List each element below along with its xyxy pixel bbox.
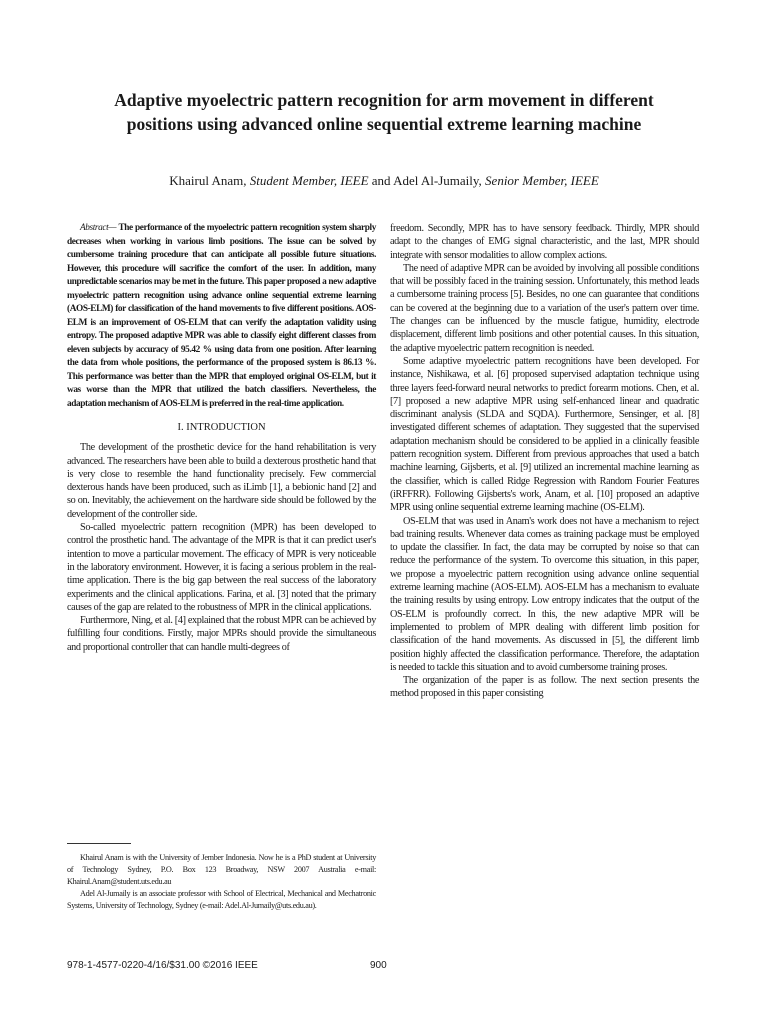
abstract-text: The performance of the myoelectric pattern recognition system sharply decreases when working in various limb positions. The issue can be solved by cumbersome training procedure that can anticipate all possible future situations. However, this procedure will sacrifice the comfort of the user. In addition, many unpredictable scenarios may be met in the future. This paper proposed a new adaptive myoelectric pattern recognition using advance online sequential extreme learning (AOS-ELM) for classification of the hand movements to five different positions. AOS-ELM is an improvement of OS-ELM that can verify the adaptation validity using entropy. The proposed adaptive MPR was able to classify eight different classes from eleven subjects by accuracy of 95.42 % using data from one position. After learning the data from whole positions, the performance of the proposed system is 86.13 %. This performance was better than the MPR that employed original OS-ELM, but it was worse than the MPR that utilized the batch classifiers. Nevertheless, the adaptation mechanism of AOS-ELM is preferred in the real-time application. — [67, 223, 376, 409]
left-column — [67, 222, 376, 654]
author-1-role: Student Member, IEEE — [249, 173, 369, 188]
body-paragraph: The development of the prosthetic device for the hand rehabilitation is very advanced. The researchers have been able to build a dexterous prosthetic hand that is very close to resemble the hand functionality precisely. Few commercial dexterous hands have been produced, such as iLimb [1], a bebionic hand [2] and so on. Inevitably, the achievement on the hardware side should be followed by the development of the controller side. — [67, 442, 376, 520]
body-paragraph: So-called myoelectric pattern recognition (MPR) has been developed to control the prosthetic hand. The advantage of the MPR is that it can predict user's intention to move a particular movement. The efficacy of MPR is very noticeable in the laboratory environment. However, it is facing a serious problem in the real-time application. There is the big gap between the real success of the laboratory experiments and the clinical applications. Farina, et al. [3] noted that the primary causes of the gap are related to the robustness of MPR in the clinical applications. — [67, 522, 376, 613]
body-paragraph: Some adaptive myoelectric pattern recognitions have been developed. For instance, Nishikawa, et al. [6] proposed supervised adaptation technique using three layers feed-forward neural networks to predict forearm motions. Chen, et al. [7] proposed a new adaptive MPR using self-enhanced linear and quadratic discriminant analysis (SLDA and SQDA). Furthermore, Sensinger, et al. [8] investigated different schemes of adaptation. They suggested that the supervised adaptation mechanism should be considered to be applied in a clinically feasible pattern recognition system. Different from previous approaches that used a batch machine learning, Gijsberts, et al. [9] utilized an incremental machine learning as the classifier, which is called Ridge Regression with Random Fourier Features (iRFFRR). Following Gijsberts's work, Anam, et al. [10] proposed an adaptive MPR using online sequential extreme learning machine (OS-ELM). — [390, 355, 699, 514]
footnote: Adel Al-Jumaily is an associate professor with School of Electrical, Mechanical and Mechatronic Systems, University of Technology, Sydney (e-mail: Adel.Al-Jumaily@uts.edu.au). — [67, 889, 376, 910]
copyright-footer: 978-1-4577-0220-4/16/$31.00 ©2016 IEEE — [67, 960, 258, 971]
abstract — [67, 222, 376, 411]
body-paragraph: freedom. Secondly, MPR has to have sensory feedback. Thirdly, MPR should adapt to the changes of EMG signal characteristic, and the last, MPR should integrate with sensor modalities to allow complex actions. — [390, 223, 699, 261]
author-2-name: and Adel Al-Jumaily, — [368, 173, 486, 188]
page-number: 900 — [370, 960, 387, 971]
body-paragraph: OS-ELM that was used in Anam's work does not have a mechanism to reject bad training results. Whenever data comes as training package must be employed to update the classifier. In fact, the data may be corrupted by noise so that can reduce the performance of the system. To overcome this situation, in this paper, we propose a myoelectric pattern recognition using advance online sequential extreme learning machine (AOS-ELM). AOS-ELM has a mechanism to evaluate the training results by using entropy. Low entropy indicates that the output of the OS-ELM is profoundly correct. In this, the new adaptive MPR will be implemented to problem of MPR dealing with different limb position for classification of the hand movements. As discussed in [5], the different limb position highly affected the classification performance. Therefore, the adaptation is needed to tackle this situation and to avoid cumbersome training proses. — [390, 515, 699, 673]
abstract-lead: Abstract— — [80, 223, 119, 233]
right-column — [390, 222, 699, 701]
author-1-name: Khairul Anam, — [169, 173, 250, 188]
body-paragraph: Furthermore, Ning, et al. [4] explained that the robust MPR can be achieved by fulfilling four conditions. Firstly, major MPRs should provide the simultaneous and proportional controller that can handle multi-degrees of — [67, 615, 376, 653]
paper-title: Adaptive myoelectric pattern recognition for arm movement in different positions using advanced online sequential extreme learning machine — [114, 90, 654, 134]
section-heading-introduction: I. INTRODUCTION — [177, 422, 266, 433]
footnote-divider — [67, 843, 131, 844]
author-footnotes — [67, 852, 376, 912]
author-2-role: Senior Member, IEEE — [485, 173, 599, 188]
body-paragraph: The need of adaptive MPR can be avoided by involving all possible conditions that will be possibly faced in the training session. Unfortunately, this method leads a cumbersome training process [5]. Besides, no one can guarantee that conditions can be covered at the beginning due to a variation of the user's pattern over time. The changes can be influenced by the muscle fatigue, humidity, electrode displacement, different limb positions and other potential causes. In this situation, the adaptive myoelectric pattern recognition is needed. — [390, 262, 699, 354]
author-line — [60, 173, 708, 189]
body-paragraph: The organization of the paper is as follow. The next section presents the method proposed in this paper consisting — [390, 675, 699, 700]
footnote: Khairul Anam is with the University of Jember Indonesia. Now he is a PhD student at University of Technology Sydney, P.O. Box 123 Broadway, NSW 2007 Australia e-mail: Khairul.Anam@student.uts.edu.au — [67, 853, 376, 886]
